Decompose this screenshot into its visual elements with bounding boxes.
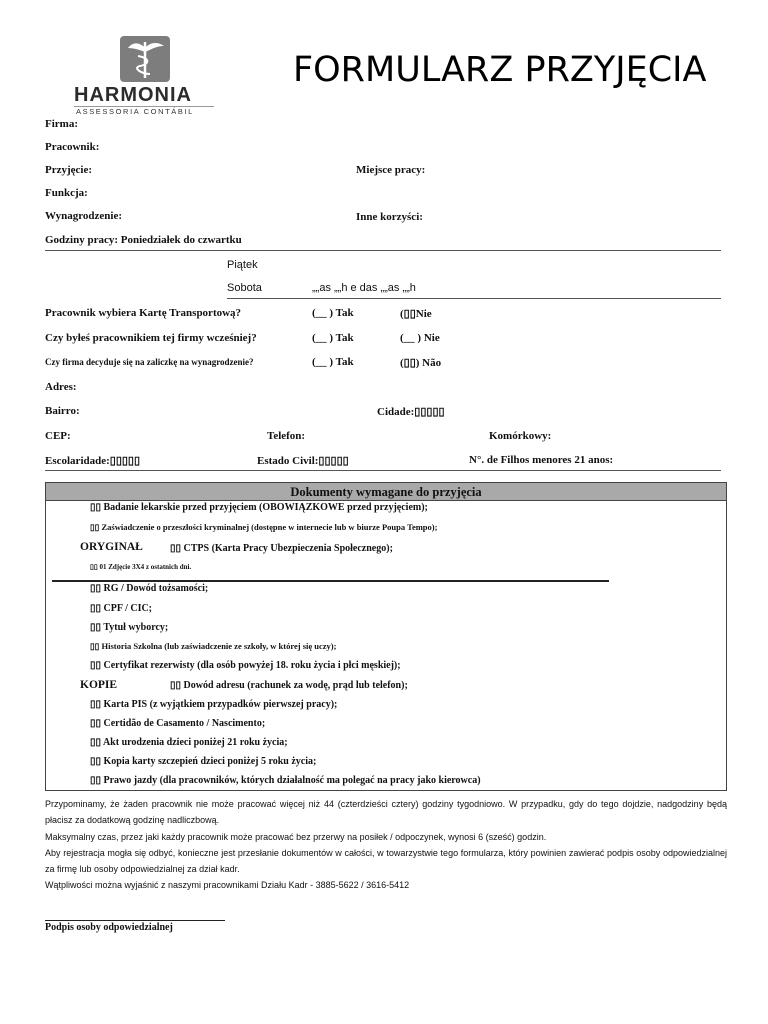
logo-emblem (120, 36, 170, 82)
logo-name: HARMONIA (74, 84, 192, 106)
doc-item: ▯▯ Badanie lekarskie przed przyjęciem (OBOWIĄZKOWE przed przyjęciem); (90, 502, 428, 513)
original-label: ORYGINAŁ (80, 541, 143, 553)
signature-label: Podpis osoby odpowiedzialnej (45, 922, 173, 933)
doc-item: ▯▯ Certidão de Casamento / Nascimento; (90, 718, 266, 729)
doc-item: ▯▯ CTPS (Karta Pracy Ubezpieczenia Społecznego); (170, 543, 393, 554)
field-escolaridade: Escolaridade:▯▯▯▯▯ (45, 455, 141, 467)
field-cep: CEP: (45, 430, 71, 442)
field-funkcja: Funkcja: (45, 187, 88, 199)
question-zaliczka: Czy firma decyduje się na zaliczkę na wynagrodzenie? (45, 357, 254, 367)
field-sobota: Sobota (227, 282, 262, 294)
field-adres: Adres: (45, 381, 77, 393)
q2-no-option[interactable]: (__ ) Nie (400, 332, 440, 344)
note-paragraph: Wątpliwości można wyjaśnić z naszymi pracownikami Działu Kadr - 3885-5622 / 3616-5412 (45, 880, 410, 890)
field-komorkowy: Komórkowy: (489, 430, 552, 442)
field-estado-civil: Estado Civil:▯▯▯▯▯ (257, 455, 349, 467)
divider (45, 470, 721, 471)
field-cidade: Cidade:▯▯▯▯▯ (377, 406, 445, 418)
caduceus-icon (120, 36, 170, 82)
doc-item: ▯▯ Zaświadczenie o przeszłości kryminalnej (dostępne w internecie lub w biurze Poupa Tempo); (90, 522, 438, 532)
signature-line (45, 920, 225, 921)
section-divider (52, 580, 609, 582)
question-karta-transportowa: Pracownik wybiera Kartę Transportową? (45, 307, 242, 319)
field-przyjecie: Przyjęcie: (45, 164, 93, 176)
field-pracownik: Pracownik: (45, 141, 100, 153)
logo-subtitle: ASSESSORIA CONTÁBIL (76, 107, 194, 116)
copies-label: KOPIE (80, 679, 118, 691)
note-paragraph: Maksymalny czas, przez jaki każdy pracownik może pracować bez przerwy na posiłek / odpoczynek, wynosi 6 (sześć) godzin. (45, 832, 547, 842)
doc-item: ▯▯ 01 Zdjęcie 3X4 z ostatnich dni. (90, 563, 192, 571)
q1-yes-option[interactable]: (__ ) Tak (312, 307, 354, 319)
question-poprzedni-pracownik: Czy byłeś pracownikiem tej firmy wcześniej? (45, 332, 257, 344)
field-bairro: Bairro: (45, 405, 80, 417)
doc-item: ▯▯ Akt urodzenia dzieci poniżej 21 roku życia; (90, 737, 288, 748)
divider (45, 250, 721, 251)
field-wynagrodzenie: Wynagrodzenie: (45, 210, 122, 222)
doc-item: ▯▯ RG / Dowód tożsamości; (90, 583, 209, 594)
doc-item: ▯▯ Tytuł wyborcy; (90, 622, 169, 633)
field-filhos: N°. de Filhos menores 21 anos: (469, 454, 614, 466)
doc-item: ▯▯ Dowód adresu (rachunek za wodę, prąd lub telefon); (170, 680, 408, 691)
doc-item: ▯▯ Certyfikat rezerwisty (dla osób powyżej 18. roku życia i płci męskiej); (90, 660, 401, 671)
doc-item: ▯▯ Historia Szkolna (lub zaświadczenie ze szkoły, w której się uczy); (90, 641, 337, 651)
q2-yes-option[interactable]: (__ ) Tak (312, 332, 354, 344)
q1-no-option[interactable]: (▯▯Nie (400, 308, 432, 320)
field-firma: Firma: (45, 118, 78, 130)
page-title: FORMULARZ PRZYJĘCIA (293, 50, 707, 90)
documents-title: Dokumenty wymagane do przyjęcia (46, 483, 726, 501)
divider (227, 298, 721, 299)
note-paragraph: Aby rejestracja mogła się odbyć, konieczne jest przesłanie dokumentów w całości, w towarzystwie tego formularza, który powinien zawierać podpis osoby odpowiedzialnej za firmę lub osoby odpowiedzialnej za dział kadr. (45, 848, 727, 874)
field-piatek: Piątek (227, 259, 258, 271)
doc-item: ▯▯ Prawo jazdy (dla pracowników, których działalność ma polegać na pracy jako kierowca) (90, 775, 481, 786)
company-logo (70, 28, 220, 116)
doc-item: ▯▯ Karta PIS (z wyjątkiem przypadków pierwszej pracy); (90, 699, 338, 710)
note-paragraph: Przypominamy, że żaden pracownik nie może pracować więcej niż 44 (czterdzieści cztery) godziny tygodniowo. W przypadku, gdy do tego dojdzie, nadgodziny będą płacisz za dodatkową godzinę nadliczbową. (45, 799, 727, 825)
doc-item: ▯▯ CPF / CIC; (90, 603, 153, 614)
field-miejsce-pracy: Miejsce pracy: (356, 164, 426, 176)
field-inne-korzysci: Inne korzyści: (356, 211, 423, 223)
field-godziny-pracy: Godziny pracy: Poniedziałek do czwartku (45, 234, 242, 246)
field-telefon: Telefon: (267, 430, 306, 442)
doc-item: ▯▯ Kopia karty szczepień dzieci poniżej 5 roku życia; (90, 756, 317, 767)
q3-no-option[interactable]: (▯▯) Não (400, 357, 442, 369)
q3-yes-option[interactable]: (__ ) Tak (312, 356, 354, 368)
sobota-hours: „„as „„h e das „„as „„h (312, 282, 416, 294)
